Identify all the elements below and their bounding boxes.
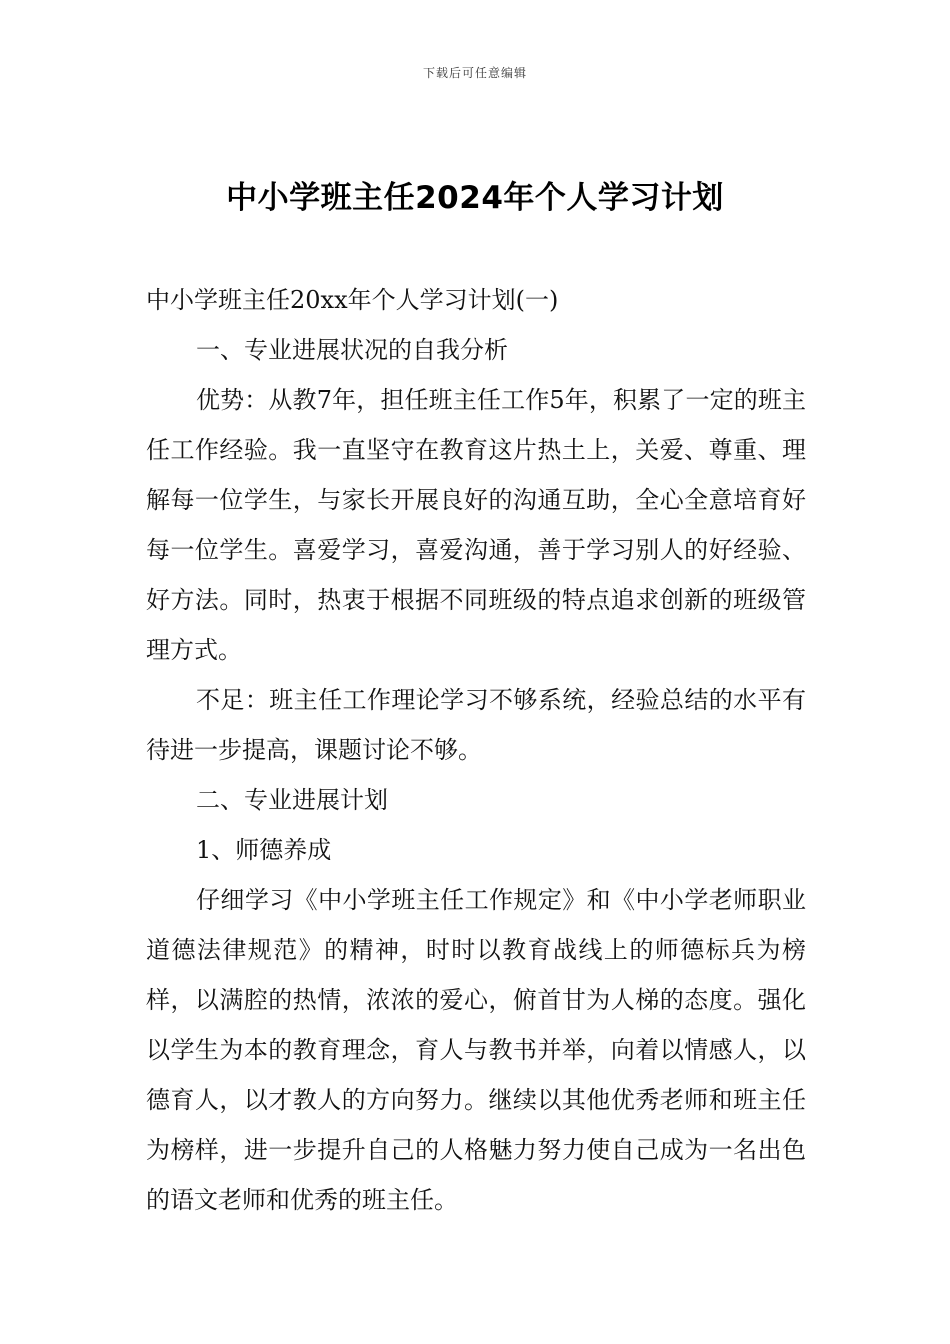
plan-subtitle: 中小学班主任20xx年个人学习计划(一) [146, 286, 559, 314]
advantage-paragraph: 优势：从教7年，担任班主任工作5年，积累了一定的班主任工作经验。我一直坚守在教育这片热土上，关爱、尊重、理解每一位学生，与家长开展良好的沟通互助，全心全意培育好每一位学生。喜爱学习，喜爱沟通，善于学习别人的好经验、好方法。同时，热衷于根据不同班级的特点追求创新的班级管理方式。 [146, 386, 806, 664]
ethics-paragraph: 仔细学习《中小学班主任工作规定》和《中小学老师职业道德法律规范》的精神，时时以教育战线上的师德标兵为榜样，以满腔的热情，浓浓的爱心，俯首甘为人梯的态度。强化以学生为本的教育理念，育人与教书并举，向着以情感人，以德育人，以才教人的方向努力。继续以其他优秀老师和班主任为榜样，进一步提升自己的人格魅力努力使自己成为一名出色的语文老师和优秀的班主任。 [146, 886, 806, 1214]
header-note: 下载后可任意编辑 [422, 66, 527, 80]
document-body [146, 275, 806, 1225]
weakness-paragraph: 不足：班主任工作理论学习不够系统，经验总结的水平有待进一步提高，课题讨论不够。 [146, 686, 806, 764]
section-1-heading: 一、专业进展状况的自我分析 [196, 336, 508, 364]
section-2-heading: 二、专业进展计划 [196, 786, 388, 814]
subsection-1-heading: 1、师德养成 [196, 836, 332, 864]
document-title: 中小学班主任2024年个人学习计划 [226, 180, 724, 216]
